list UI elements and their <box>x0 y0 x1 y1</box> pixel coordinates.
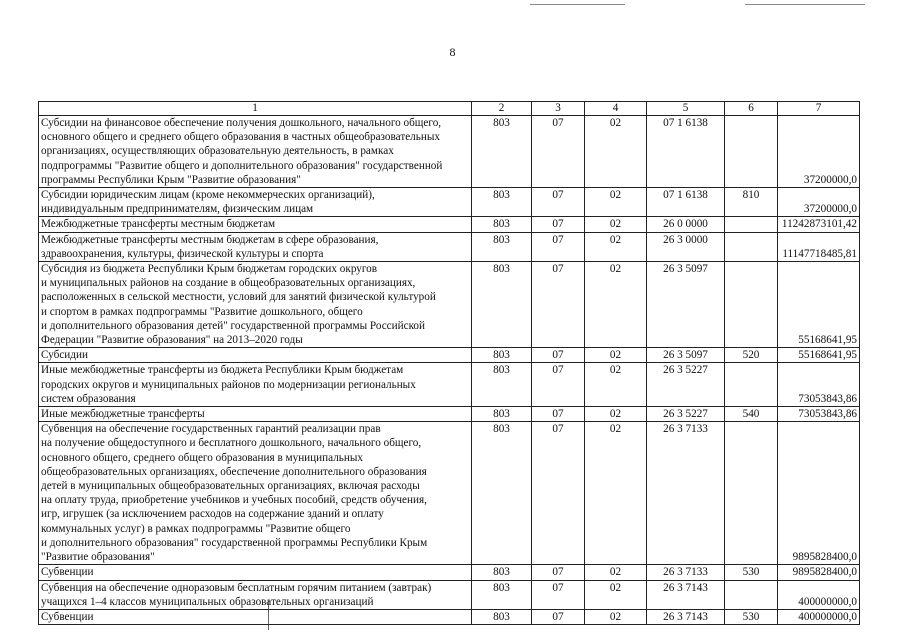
row-subsection-cell: 02 <box>585 422 647 565</box>
row-expense-type-cell: 520 <box>725 348 778 363</box>
row-section-cell: 07 <box>532 116 585 188</box>
row-name-cell: Субвенции <box>39 565 472 580</box>
row-name-cell: Межбюджетные трансферты местным бюджетам в сфере образования, здравоохранения, культуры, физической культуры и спорта <box>39 232 472 261</box>
table-row <box>39 348 860 363</box>
row-expense-type-cell <box>725 363 778 407</box>
table-row <box>39 407 860 422</box>
row-target-article-cell: 26 3 5227 <box>647 407 725 422</box>
table-header-row <box>39 102 860 116</box>
row-name-cell: Субсидии на финансовое обеспечение получения дошкольного, начального общего, основного общего и среднего общего образования в частных общеобразовательных организациях, осуществляющих образовательную деятельность, в рамках подпрограммы "Развитие общего и дополнительного образования" государственной программы Республики Крым "Развитие образования" <box>39 116 472 188</box>
row-target-article-cell: 26 3 0000 <box>647 232 725 261</box>
row-subsection-cell: 02 <box>585 580 647 609</box>
row-subsection-cell: 02 <box>585 407 647 422</box>
table-row <box>39 422 860 565</box>
row-section-cell: 07 <box>532 609 585 624</box>
row-target-article-cell: 26 3 7133 <box>647 422 725 565</box>
row-chapter-cell: 803 <box>472 188 532 217</box>
header-cell: 1 <box>39 102 472 116</box>
row-name-cell: Иные межбюджетные трансферты <box>39 407 472 422</box>
header-cell: 2 <box>472 102 532 116</box>
row-expense-type-cell <box>725 232 778 261</box>
row-name-cell: Субвенции <box>39 609 472 624</box>
row-target-article-cell: 07 1 6138 <box>647 116 725 188</box>
row-amount-cell: 400000000,0 <box>778 580 860 609</box>
row-target-article-cell: 26 3 7143 <box>647 609 725 624</box>
header-cell: 6 <box>725 102 778 116</box>
table-row <box>39 565 860 580</box>
row-section-cell: 07 <box>532 262 585 348</box>
row-target-article-cell: 07 1 6138 <box>647 188 725 217</box>
table-row <box>39 188 860 217</box>
table-row <box>39 580 860 609</box>
header-cell: 7 <box>778 102 860 116</box>
row-subsection-cell: 02 <box>585 217 647 232</box>
row-amount-cell: 73053843,86 <box>778 407 860 422</box>
row-chapter-cell: 803 <box>472 217 532 232</box>
row-expense-type-cell: 810 <box>725 188 778 217</box>
row-target-article-cell: 26 3 5097 <box>647 262 725 348</box>
row-target-article-cell: 26 3 5097 <box>647 348 725 363</box>
row-section-cell: 07 <box>532 407 585 422</box>
row-amount-cell: 55168641,95 <box>778 348 860 363</box>
table-row <box>39 262 860 348</box>
row-target-article-cell: 26 0 0000 <box>647 217 725 232</box>
row-target-article-cell: 26 3 7133 <box>647 565 725 580</box>
row-subsection-cell: 02 <box>585 348 647 363</box>
row-section-cell: 07 <box>532 565 585 580</box>
row-expense-type-cell: 530 <box>725 609 778 624</box>
row-target-article-cell: 26 3 7143 <box>647 580 725 609</box>
table-row <box>39 609 860 624</box>
row-subsection-cell: 02 <box>585 116 647 188</box>
row-chapter-cell: 803 <box>472 262 532 348</box>
row-expense-type-cell: 530 <box>725 565 778 580</box>
row-amount-cell: 37200000,0 <box>778 188 860 217</box>
row-expense-type-cell <box>725 217 778 232</box>
row-chapter-cell: 803 <box>472 116 532 188</box>
scan-line <box>530 4 625 5</box>
row-name-cell: Субвенция на обеспечение одноразовым бесплатным горячим питанием (завтрак) учащихся 1–4 классов муниципальных образовательных организаций <box>39 580 472 609</box>
row-name-cell: Межбюджетные трансферты местным бюджетам <box>39 217 472 232</box>
row-section-cell: 07 <box>532 363 585 407</box>
budget-table <box>38 101 860 625</box>
row-subsection-cell: 02 <box>585 363 647 407</box>
row-amount-cell: 37200000,0 <box>778 116 860 188</box>
row-expense-type-cell <box>725 580 778 609</box>
header-cell: 3 <box>532 102 585 116</box>
row-subsection-cell: 02 <box>585 188 647 217</box>
row-chapter-cell: 803 <box>472 232 532 261</box>
row-name-cell: Субвенция на обеспечение государственных гарантий реализации прав на получение общедоступного и бесплатного дошкольного, начального общего, основного общего, среднего общего образования в муниципальных общеобразовательных организациях, обеспечение дополнительного образования детей в муниципальных общеобразовательных организациях, включая расходы на оплату труда, приобретение учебников и учебных пособий, средств обучения, игр, игрушек (за исключением расходов на содержание зданий и оплату коммунальных услуг) в рамках подпрограммы "Развитие общего и дополнительного образования" государственной программы Республики Крым "Развитие образования" <box>39 422 472 565</box>
row-name-cell: Субсидии <box>39 348 472 363</box>
row-amount-cell: 400000000,0 <box>778 609 860 624</box>
row-expense-type-cell <box>725 422 778 565</box>
row-chapter-cell: 803 <box>472 407 532 422</box>
row-section-cell: 07 <box>532 232 585 261</box>
page-number: 8 <box>449 45 456 59</box>
table-row <box>39 217 860 232</box>
row-target-article-cell: 26 3 5227 <box>647 363 725 407</box>
row-chapter-cell: 803 <box>472 609 532 624</box>
row-section-cell: 07 <box>532 422 585 565</box>
header-cell: 4 <box>585 102 647 116</box>
row-expense-type-cell: 540 <box>725 407 778 422</box>
row-amount-cell: 9895828400,0 <box>778 565 860 580</box>
row-chapter-cell: 803 <box>472 580 532 609</box>
row-chapter-cell: 803 <box>472 348 532 363</box>
row-section-cell: 07 <box>532 348 585 363</box>
row-subsection-cell: 02 <box>585 232 647 261</box>
row-section-cell: 07 <box>532 217 585 232</box>
table-row <box>39 116 860 188</box>
row-subsection-cell: 02 <box>585 609 647 624</box>
row-amount-cell: 11242873101,42 <box>778 217 860 232</box>
row-section-cell: 07 <box>532 580 585 609</box>
row-expense-type-cell <box>725 116 778 188</box>
row-amount-cell: 73053843,86 <box>778 363 860 407</box>
row-subsection-cell: 02 <box>585 262 647 348</box>
row-name-cell: Субсидии юридическим лицам (кроме некоммерческих организаций), индивидуальным предпринимателям, физическим лицам <box>39 188 472 217</box>
row-amount-cell: 9895828400,0 <box>778 422 860 565</box>
row-section-cell: 07 <box>532 188 585 217</box>
row-name-cell: Иные межбюджетные трансферты из бюджета Республики Крым бюджетам городских округов и муниципальных районов по модернизации региональных систем образования <box>39 363 472 407</box>
table-row <box>39 363 860 407</box>
table-row <box>39 232 860 261</box>
row-chapter-cell: 803 <box>472 363 532 407</box>
row-subsection-cell: 02 <box>585 565 647 580</box>
row-name-cell: Субсидия из бюджета Республики Крым бюджетам городских округов и муниципальных районов на создание в общеобразовательных организациях, расположенных в сельской местности, условий для занятий физической культурой и спортом в рамках подпрограммы "Развитие дошкольного, общего и дополнительного образования детей" государственной программы Российской Федерации "Развитие образования" на 2013–2020 годы <box>39 262 472 348</box>
row-amount-cell: 55168641,95 <box>778 262 860 348</box>
row-chapter-cell: 803 <box>472 422 532 565</box>
row-expense-type-cell <box>725 262 778 348</box>
row-chapter-cell: 803 <box>472 565 532 580</box>
row-amount-cell: 11147718485,81 <box>778 232 860 261</box>
header-cell: 5 <box>647 102 725 116</box>
scan-line <box>745 4 865 5</box>
